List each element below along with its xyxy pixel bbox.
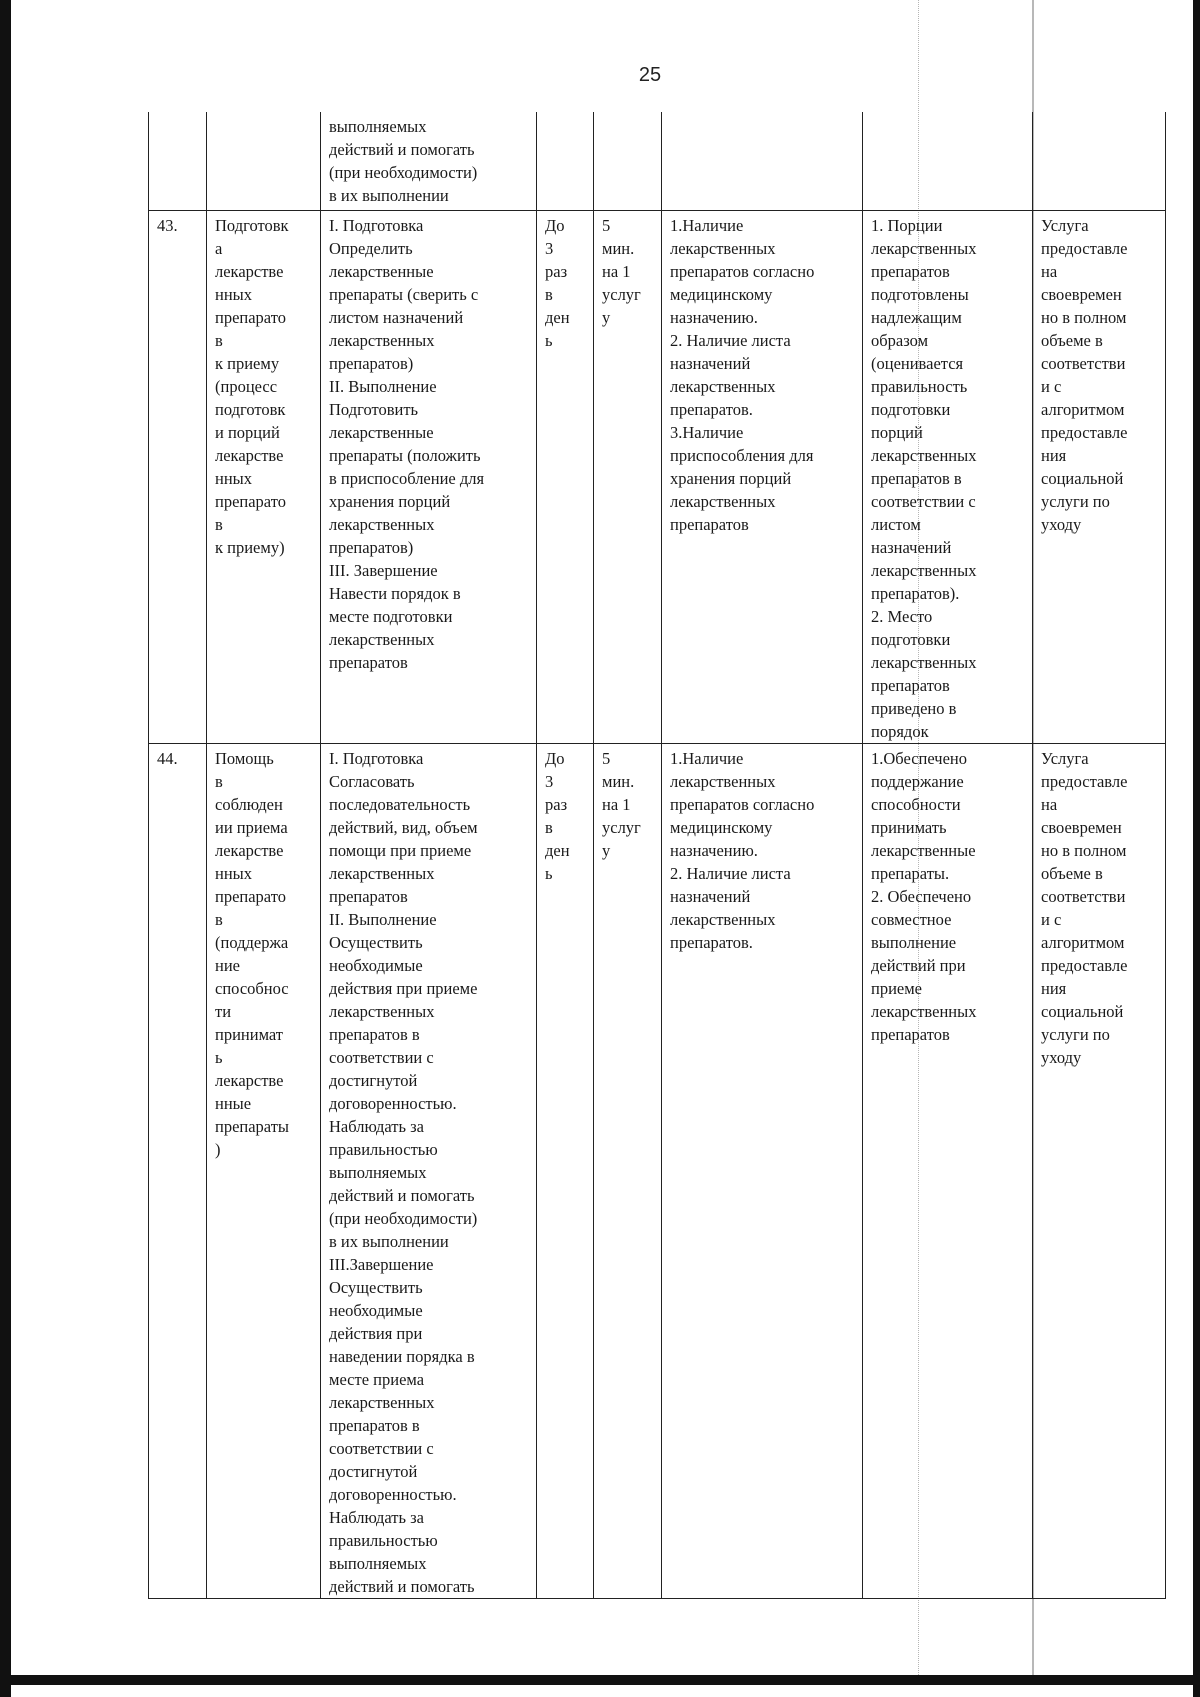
- cell-evaluation: Услуга предоставле на своевремен но в полном объеме в соответстви и с алгоритмом предоставле ния социальной услуги по уходу: [1033, 743, 1166, 1598]
- cell-number: 43.: [149, 210, 207, 743]
- cell-conditions: [662, 112, 863, 210]
- cell-results: 1.Обеспечено поддержание способности принимать лекарственные препараты. 2. Обеспечено совместное выполнение действий при приеме лекарственных препаратов: [863, 743, 1033, 1598]
- cell-actions: I. Подготовка Определить лекарственные препараты (сверить с листом назначений лекарственных препаратов) II. Выполнение Подготовить лекарственные препараты (положить в приспособление для хранения порций лекарственных препаратов) III. Завершение Навести порядок в месте подготовки лекарственных препаратов: [321, 210, 537, 743]
- cell-time: [594, 112, 662, 210]
- cell-number: 44.: [149, 743, 207, 1598]
- cell-number: [149, 112, 207, 210]
- cell-time: 5 мин. на 1 услуг у: [594, 210, 662, 743]
- cell-name: [207, 112, 321, 210]
- cell-frequency: [537, 112, 594, 210]
- table-row-continuation: [149, 112, 1166, 210]
- cell-results: [863, 112, 1033, 210]
- cell-conditions: 1.Наличие лекарственных препаратов согласно медицинскому назначению. 2. Наличие листа назначений лекарственных препаратов. 3.Наличие приспособления для хранения порций лекарственных препаратов: [662, 210, 863, 743]
- scan-edge-bottom: [0, 1675, 1200, 1685]
- cell-evaluation: Услуга предоставле на своевремен но в полном объеме в соответстви и с алгоритмом предоставле ния социальной услуги по уходу: [1033, 210, 1166, 743]
- page-number: 25: [638, 64, 662, 86]
- cell-evaluation: [1033, 112, 1166, 210]
- cell-name: Помощь в соблюден ии приема лекарстве нных препарато в (поддержа ние способнос ти принимат ь лекарстве нные препараты ): [207, 743, 321, 1598]
- scan-edge-right: [1193, 0, 1200, 1697]
- scan-edge-left: [0, 0, 11, 1697]
- cell-frequency: До 3 раз в ден ь: [537, 743, 594, 1598]
- cell-conditions: 1.Наличие лекарственных препаратов согласно медицинскому назначению. 2. Наличие листа назначений лекарственных препаратов.: [662, 743, 863, 1598]
- cell-name: Подготовк а лекарстве нных препарато в к приему (процесс подготовк и порций лекарстве нных препарато в к приему): [207, 210, 321, 743]
- cell-frequency: До 3 раз в ден ь: [537, 210, 594, 743]
- table-row: [149, 210, 1166, 743]
- cell-results: 1. Порции лекарственных препаратов подготовлены надлежащим образом (оценивается правильность подготовки порций лекарственных препаратов в соответствии с листом назначений лекарственных препаратов). 2. Место подготовки лекарственных препаратов приведено в порядок: [863, 210, 1033, 743]
- cell-actions: I. Подготовка Согласовать последовательность действий, вид, объем помощи при приеме лекарственных препаратов II. Выполнение Осуществить необходимые действия при приеме лекарственных препаратов в соответствии с достигнутой договоренностью. Наблюдать за правильностью выполняемых действий и помогать (при необходимости) в их выполнении III.Завершение Осуществить необходимые действия при наведении порядка в месте приема лекарственных препаратов в соответствии с достигнутой договоренностью. Наблюдать за правильностью выполняемых действий и помогать: [321, 743, 537, 1598]
- services-table: [148, 112, 1166, 1599]
- cell-actions: выполняемых действий и помогать (при необходимости) в их выполнении: [321, 112, 537, 210]
- table-row: [149, 743, 1166, 1598]
- cell-time: 5 мин. на 1 услуг у: [594, 743, 662, 1598]
